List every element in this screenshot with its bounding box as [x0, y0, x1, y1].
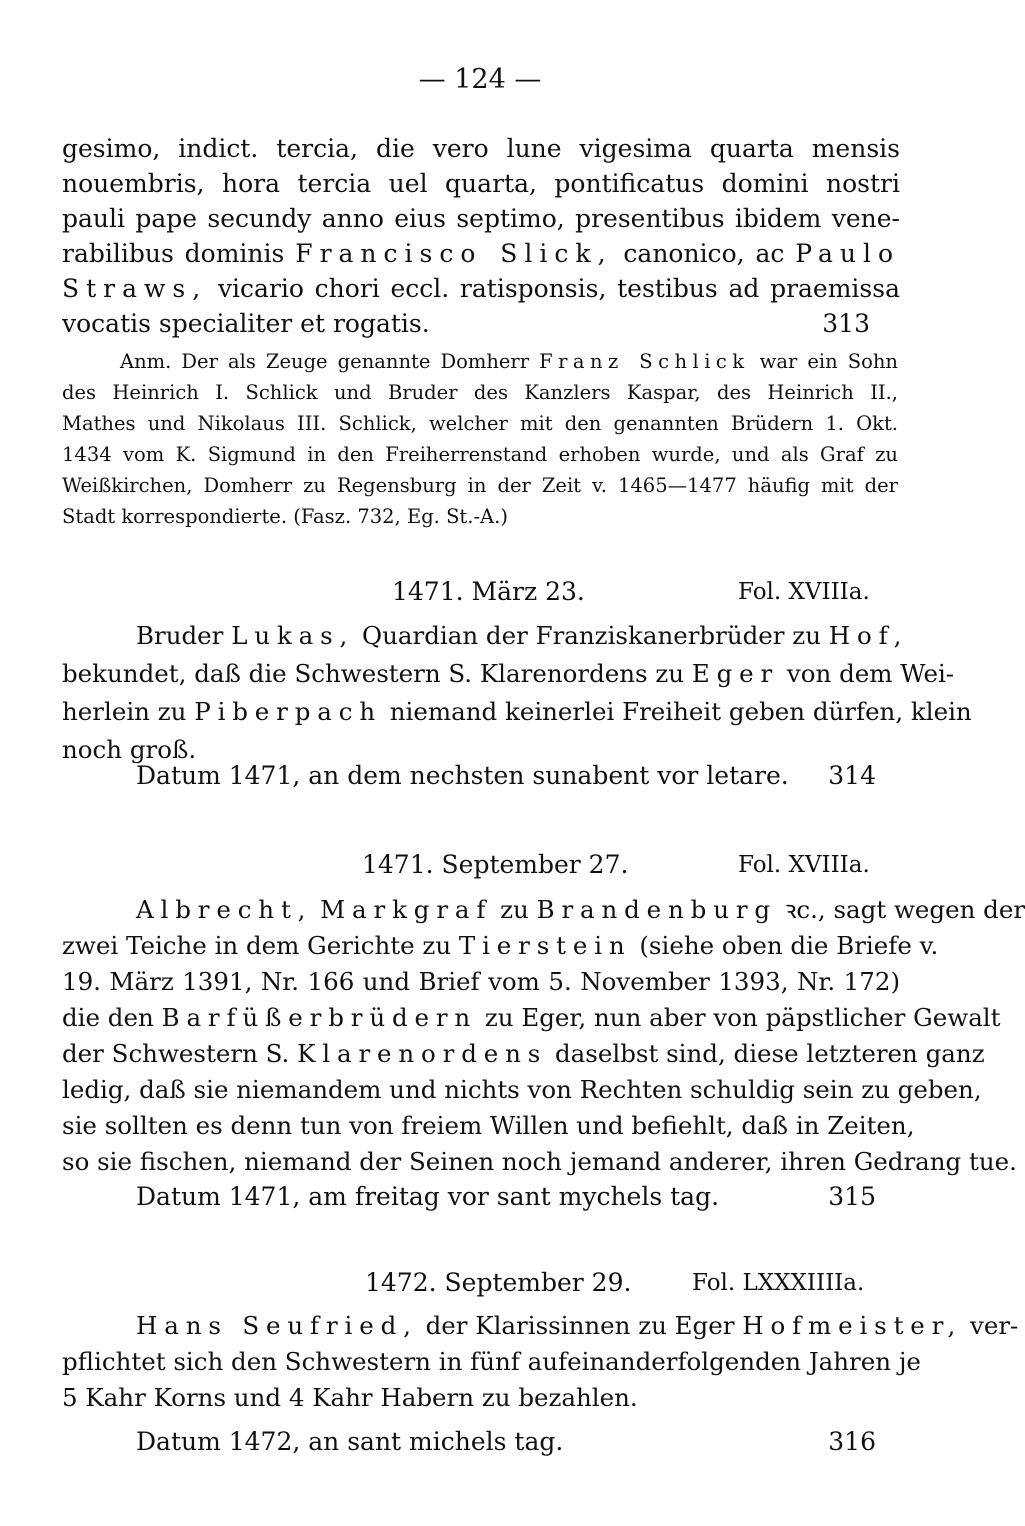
- text-line: 5 Kahr Korns und 4 Kahr Habern zu bezahlen.: [62, 1383, 638, 1412]
- spaced-name: Tierstein: [458, 931, 632, 960]
- spaced-name: Francisco Slick,: [295, 239, 613, 268]
- spaced-name: Hans Seufried,: [136, 1311, 418, 1340]
- document-number: 313: [822, 309, 870, 338]
- text-run: ver-: [969, 1311, 1019, 1340]
- text-line: so sie fischen, niemand der Seinen noch jemand anderer, ihren Gedrang tue.: [62, 1147, 1017, 1176]
- folio-reference: Fol. LXXXIIIIa.: [692, 1270, 865, 1296]
- text-run: von dem Wei-: [786, 659, 955, 688]
- document-number: 314: [828, 761, 876, 790]
- text-run: der Klarissinnen zu Eger: [425, 1311, 735, 1340]
- text-line: [62, 654, 955, 694]
- text-run: vicario chori eccl. ratisponsis, testibus ad praemissa: [217, 274, 900, 303]
- text-run: bekundet, daß die Schwestern S. Klarenordens zu: [62, 659, 685, 688]
- folio-reference: Fol. XVIIIa.: [738, 579, 870, 605]
- text-run: der Schwestern S.: [62, 1039, 290, 1068]
- spaced-name: Hofmeister,: [742, 1311, 963, 1340]
- text-line: noch groß.: [62, 735, 197, 764]
- text-line: [62, 998, 1001, 1038]
- document-number: 315: [828, 1182, 876, 1211]
- datum-line: [136, 757, 876, 795]
- text-line: pflichtet sich den Schwestern in fünf aufeinanderfolgenden Jahren je: [62, 1347, 921, 1376]
- text-run: zwei Teiche in dem Gerichte zu: [62, 931, 452, 960]
- spaced-name: Markgraf: [320, 895, 493, 924]
- text-line: [62, 236, 900, 272]
- entry-date: 1471. März 23.: [392, 577, 585, 606]
- text-run: Anm. Der als Zeuge genannte Domherr: [120, 350, 530, 373]
- text-run: daselbst sind, diese letzteren ganz: [555, 1039, 985, 1068]
- text-run: vocatis specialiter et rogatis.: [62, 309, 430, 338]
- datum-text: Datum 1472, an sant michels tag.: [136, 1427, 564, 1456]
- text-line: [62, 1306, 1019, 1346]
- text-line: ledig, daß sie niemandem und nichts von Rechten schuldig sein zu geben,: [62, 1075, 982, 1104]
- text-line: pauli pape secundy anno eius septimo, presentibus ibidem vene-: [62, 204, 900, 233]
- spaced-name: Franz Schlick: [539, 350, 750, 373]
- text-run: herlein zu: [62, 697, 187, 726]
- entry-date: 1471. September 27.: [362, 850, 629, 879]
- text-line: [62, 1034, 985, 1074]
- datum-text: Datum 1471, am freitag vor sant mychels tag.: [136, 1182, 720, 1211]
- text-run: zu: [500, 895, 529, 924]
- text-line: [62, 616, 909, 656]
- text-run: niemand keinerlei Freiheit geben dürfen, klein: [389, 697, 972, 726]
- text-run: rabilibus dominis: [62, 239, 285, 268]
- spaced-name: Klarenordens: [297, 1039, 548, 1068]
- text-run: Bruder: [136, 621, 224, 650]
- text-line: gesimo, indict. tercia, die vero lune vigesima quarta mensis: [62, 134, 900, 163]
- datum-line: [136, 1423, 876, 1461]
- text-line: [62, 926, 939, 966]
- spaced-name: Piberpach: [194, 697, 382, 726]
- spaced-name: Hof,: [828, 621, 909, 650]
- datum-line: [136, 1178, 876, 1216]
- text-line: des Heinrich I. Schlick und Bruder des Kanzlers Kaspar, des Heinrich II.,: [62, 381, 898, 404]
- text-run: (siehe oben die Briefe v.: [639, 931, 939, 960]
- spaced-name: Paulo: [795, 239, 901, 268]
- text-line: [62, 306, 900, 342]
- entry-date: 1472. September 29.: [365, 1268, 632, 1297]
- document-number: 316: [828, 1427, 876, 1456]
- text-line: nouembris, hora tercia uel quarta, pontificatus domini nostri: [62, 169, 900, 198]
- spaced-name: Eger: [691, 659, 780, 688]
- text-run: Quardian der Franziskanerbrüder zu: [362, 621, 821, 650]
- spaced-name: Albrecht,: [136, 895, 313, 924]
- spaced-name: Barfüßerbrüdern: [161, 1003, 478, 1032]
- spaced-name: Lukas,: [231, 621, 355, 650]
- text-run: war ein Sohn: [759, 350, 898, 373]
- text-line: Weißkirchen, Domherr zu Regensburg in der Zeit v. 1465—1477 häufig mit der: [62, 474, 898, 497]
- text-line: [62, 692, 972, 732]
- text-run: die den: [62, 1003, 154, 1032]
- text-run: ꝛc., sagt wegen der: [784, 895, 1025, 924]
- datum-text: Datum 1471, an dem nechsten sunabent vor letare.: [136, 761, 789, 790]
- text-line: [62, 271, 900, 307]
- text-line: 1434 vom K. Sigmund in den Freiherrenstand erhoben wurde, und als Graf zu: [62, 443, 898, 466]
- text-line: [62, 890, 1025, 930]
- text-line: [62, 346, 898, 378]
- text-line: 19. März 1391, Nr. 166 und Brief vom 5. November 1393, Nr. 172): [62, 967, 900, 996]
- text-line: Stadt korrespondierte. (Fasz. 732, Eg. St.-A.): [62, 505, 508, 528]
- spaced-name: Straws,: [62, 274, 208, 303]
- spaced-name: Brandenburg: [536, 895, 777, 924]
- text-line: sie sollten es denn tun von freiem Willen und befiehlt, daß in Zeiten,: [62, 1111, 915, 1140]
- page-number: — 124 —: [418, 64, 542, 95]
- folio-reference: Fol. XVIIIa.: [738, 852, 870, 878]
- text-run: zu Eger, nun aber von päpstlicher Gewalt: [484, 1003, 1001, 1032]
- text-line: Mathes und Nikolaus III. Schlick, welcher mit den genannten Brüdern 1. Okt.: [62, 412, 898, 435]
- text-run: canonico, ac: [623, 239, 785, 268]
